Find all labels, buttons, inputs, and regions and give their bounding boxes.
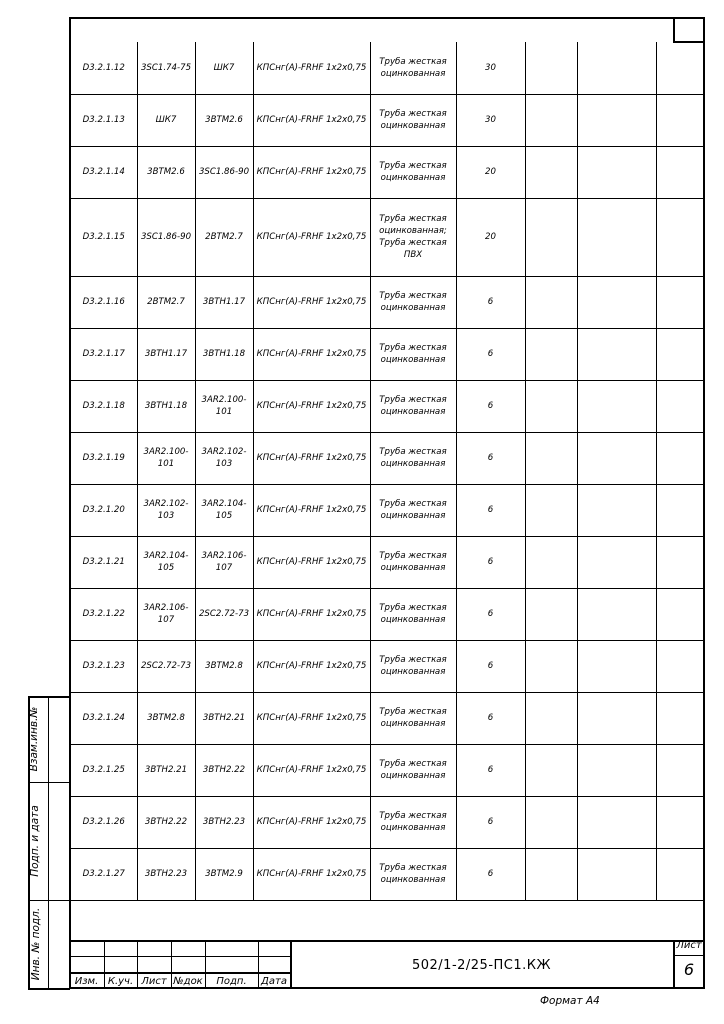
length-cell: 6 — [456, 848, 525, 900]
empty-cell — [577, 198, 656, 276]
from-cell: ШК7 — [137, 94, 195, 146]
table-row — [71, 198, 705, 276]
length-cell: 20 — [456, 198, 525, 276]
row-id-cell: D3.2.1.12 — [71, 42, 137, 94]
conduit-cell: Труба жесткая оцинкованная — [370, 146, 456, 198]
to-cell: 3ВТН2.21 — [195, 692, 253, 744]
to-cell: 3AR2.104-105 — [195, 484, 253, 536]
row-id-cell: D3.2.1.16 — [71, 276, 137, 328]
from-cell: 3AR2.100-101 — [137, 432, 195, 484]
cable-table — [71, 42, 705, 946]
table-row — [71, 42, 705, 94]
conduit-cell: Труба жесткая оцинкованная — [370, 796, 456, 848]
empty-cell — [525, 146, 577, 198]
empty-cell — [656, 94, 705, 146]
empty-cell — [656, 536, 705, 588]
empty-cell — [656, 640, 705, 692]
empty-cell — [577, 276, 656, 328]
table-row — [71, 380, 705, 432]
empty-cell — [656, 848, 705, 900]
empty-cell — [525, 536, 577, 588]
empty-cell — [577, 94, 656, 146]
empty-cell — [577, 744, 656, 796]
from-cell: 3ВТН2.23 — [137, 848, 195, 900]
to-cell: 3ВТН1.17 — [195, 276, 253, 328]
cable-cell: КПСнг(А)-FRHF 1х2х0,75 — [253, 484, 370, 536]
stamp-kuch-label: К.уч. — [107, 976, 134, 987]
length-cell: 6 — [456, 588, 525, 640]
row-id-cell: D3.2.1.24 — [71, 692, 137, 744]
stamp-ndok-label: №док — [173, 976, 203, 987]
row-id-cell: D3.2.1.19 — [71, 432, 137, 484]
table-row — [71, 588, 705, 640]
cable-cell: КПСнг(А)-FRHF 1х2х0,75 — [253, 380, 370, 432]
cable-cell: КПСнг(А)-FRHF 1х2х0,75 — [253, 94, 370, 146]
length-cell: 6 — [456, 796, 525, 848]
cable-cell: КПСнг(А)-FRHF 1х2х0,75 — [253, 146, 370, 198]
empty-cell — [525, 328, 577, 380]
cable-cell: КПСнг(А)-FRHF 1х2х0,75 — [253, 198, 370, 276]
length-cell: 20 — [456, 146, 525, 198]
empty-cell — [525, 198, 577, 276]
from-cell: 3AR2.102-103 — [137, 484, 195, 536]
length-cell: 6 — [456, 692, 525, 744]
stamp-izm-label: Изм. — [74, 976, 99, 987]
stamp-row-line — [69, 972, 290, 974]
row-id-cell: D3.2.1.20 — [71, 484, 137, 536]
empty-cell — [577, 692, 656, 744]
format-label: Формат А4 — [540, 995, 600, 1007]
to-cell: 3ВТН1.18 — [195, 328, 253, 380]
to-cell: ШК7 — [195, 42, 253, 94]
corner-box — [673, 17, 705, 43]
conduit-cell: Труба жесткая оцинкованная — [370, 432, 456, 484]
length-cell: 6 — [456, 432, 525, 484]
row-id-cell: D3.2.1.13 — [71, 94, 137, 146]
to-cell: 3ВТМ2.9 — [195, 848, 253, 900]
stamp-data-label: Дата — [261, 976, 287, 987]
cable-cell: КПСнг(А)-FRHF 1х2х0,75 — [253, 796, 370, 848]
empty-cell — [656, 484, 705, 536]
cable-cell: КПСнг(А)-FRHF 1х2х0,75 — [253, 692, 370, 744]
from-cell: 3SC1.74-75 — [137, 42, 195, 94]
empty-cell — [525, 692, 577, 744]
table-row — [71, 640, 705, 692]
cable-cell: КПСнг(А)-FRHF 1х2х0,75 — [253, 536, 370, 588]
empty-cell — [577, 848, 656, 900]
table-row — [71, 484, 705, 536]
empty-cell — [656, 328, 705, 380]
stamp-sheet-line — [673, 955, 705, 956]
cable-cell: КПСнг(А)-FRHF 1х2х0,75 — [253, 328, 370, 380]
row-id-cell: D3.2.1.23 — [71, 640, 137, 692]
sheet-number: 6 — [683, 960, 695, 979]
empty-cell — [525, 484, 577, 536]
length-cell: 6 — [456, 276, 525, 328]
empty-cell — [656, 42, 705, 94]
conduit-cell: Труба жесткая оцинкованная — [370, 588, 456, 640]
empty-cell — [656, 432, 705, 484]
conduit-cell: Труба жесткая оцинкованная — [370, 484, 456, 536]
empty-cell — [656, 146, 705, 198]
to-cell: 3ВТМ2.6 — [195, 94, 253, 146]
from-cell: 2ВТМ2.7 — [137, 276, 195, 328]
to-cell: 3AR2.102-103 — [195, 432, 253, 484]
to-cell: 3AR2.106-107 — [195, 536, 253, 588]
from-cell: 3ВТМ2.8 — [137, 692, 195, 744]
to-cell: 3AR2.100-101 — [195, 380, 253, 432]
sheet-label: Лист — [676, 940, 702, 951]
from-cell: 3ВТН2.21 — [137, 744, 195, 796]
to-cell: 2ВТМ2.7 — [195, 198, 253, 276]
empty-cell — [656, 744, 705, 796]
table-row — [71, 432, 705, 484]
to-cell: 2SC2.72-73 — [195, 588, 253, 640]
empty-cell — [525, 94, 577, 146]
conduit-cell: Труба жесткая оцинкованная — [370, 640, 456, 692]
row-id-cell: D3.2.1.21 — [71, 536, 137, 588]
cable-cell: КПСнг(А)-FRHF 1х2х0,75 — [253, 744, 370, 796]
cable-cell: КПСнг(А)-FRHF 1х2х0,75 — [253, 848, 370, 900]
conduit-cell: Труба жесткая оцинкованная; Труба жесткая ПВХ — [370, 198, 456, 276]
conduit-cell: Труба жесткая оцинкованная — [370, 848, 456, 900]
from-cell: 3ВТН1.17 — [137, 328, 195, 380]
table-row — [71, 744, 705, 796]
empty-cell — [577, 588, 656, 640]
empty-cell — [525, 380, 577, 432]
empty-cell — [656, 588, 705, 640]
to-cell: 3SC1.86-90 — [195, 146, 253, 198]
side-divider — [28, 782, 70, 783]
row-id-cell: D3.2.1.22 — [71, 588, 137, 640]
podp-date-label: Подп. и дата — [29, 805, 41, 877]
vzam-inv-label: Взам.инв.№ — [28, 706, 40, 772]
cable-cell: КПСнг(А)-FRHF 1х2х0,75 — [253, 42, 370, 94]
empty-cell — [656, 198, 705, 276]
stamp-podp-label: Подп. — [216, 976, 247, 987]
row-id-cell: D3.2.1.14 — [71, 146, 137, 198]
empty-cell — [577, 328, 656, 380]
from-cell: 3ВТН1.18 — [137, 380, 195, 432]
empty-cell — [525, 42, 577, 94]
conduit-cell: Труба жесткая оцинкованная — [370, 536, 456, 588]
table-row — [71, 94, 705, 146]
from-cell: 3ВТН2.22 — [137, 796, 195, 848]
row-id-cell: D3.2.1.15 — [71, 198, 137, 276]
table-row — [71, 276, 705, 328]
document-code: 502/1-2/25-ПС1.КЖ — [411, 957, 552, 973]
cable-cell: КПСнг(А)-FRHF 1х2х0,75 — [253, 640, 370, 692]
row-id-cell: D3.2.1.25 — [71, 744, 137, 796]
empty-cell — [525, 744, 577, 796]
from-cell: 3AR2.104-105 — [137, 536, 195, 588]
empty-cell — [577, 432, 656, 484]
inv-podl-label: Инв. № подл. — [30, 907, 42, 981]
length-cell: 6 — [456, 484, 525, 536]
empty-cell — [656, 796, 705, 848]
empty-cell — [525, 432, 577, 484]
empty-cell — [656, 276, 705, 328]
row-id-cell: D3.2.1.27 — [71, 848, 137, 900]
conduit-cell: Труба жесткая оцинкованная — [370, 42, 456, 94]
row-id-cell: D3.2.1.17 — [71, 328, 137, 380]
table-row — [71, 146, 705, 198]
empty-cell — [525, 640, 577, 692]
length-cell: 6 — [456, 328, 525, 380]
stamp-list-label: Лист — [141, 976, 167, 987]
to-cell: 3ВТМ2.8 — [195, 640, 253, 692]
conduit-cell: Труба жесткая оцинкованная — [370, 744, 456, 796]
empty-cell — [525, 848, 577, 900]
table-row — [71, 848, 705, 900]
table-row — [71, 536, 705, 588]
empty-cell — [577, 796, 656, 848]
empty-cell — [577, 146, 656, 198]
empty-cell — [525, 796, 577, 848]
length-cell: 6 — [456, 744, 525, 796]
row-id-cell: D3.2.1.18 — [71, 380, 137, 432]
empty-cell — [525, 588, 577, 640]
row-id-cell: D3.2.1.26 — [71, 796, 137, 848]
length-cell: 6 — [456, 640, 525, 692]
to-cell: 3ВТН2.22 — [195, 744, 253, 796]
empty-cell — [577, 380, 656, 432]
empty-cell — [577, 484, 656, 536]
empty-cell — [525, 276, 577, 328]
cable-cell: КПСнг(А)-FRHF 1х2х0,75 — [253, 588, 370, 640]
length-cell: 30 — [456, 42, 525, 94]
table-row — [71, 796, 705, 848]
empty-cell — [577, 640, 656, 692]
length-cell: 6 — [456, 380, 525, 432]
conduit-cell: Труба жесткая оцинкованная — [370, 94, 456, 146]
cable-cell: КПСнг(А)-FRHF 1х2х0,75 — [253, 432, 370, 484]
conduit-cell: Труба жесткая оцинкованная — [370, 380, 456, 432]
empty-cell — [577, 42, 656, 94]
empty-cell — [656, 380, 705, 432]
table-row — [71, 328, 705, 380]
conduit-cell: Труба жесткая оцинкованная — [370, 328, 456, 380]
length-cell: 30 — [456, 94, 525, 146]
to-cell: 3ВТН2.23 — [195, 796, 253, 848]
length-cell: 6 — [456, 536, 525, 588]
table-row — [71, 692, 705, 744]
from-cell: 3SC1.86-90 — [137, 198, 195, 276]
from-cell: 2SC2.72-73 — [137, 640, 195, 692]
conduit-cell: Труба жесткая оцинкованная — [370, 276, 456, 328]
stamp-row-line — [69, 956, 290, 957]
from-cell: 3AR2.106-107 — [137, 588, 195, 640]
empty-cell — [577, 536, 656, 588]
cable-cell: КПСнг(А)-FRHF 1х2х0,75 — [253, 276, 370, 328]
empty-cell — [656, 692, 705, 744]
conduit-cell: Труба жесткая оцинкованная — [370, 692, 456, 744]
from-cell: 3ВТМ2.6 — [137, 146, 195, 198]
